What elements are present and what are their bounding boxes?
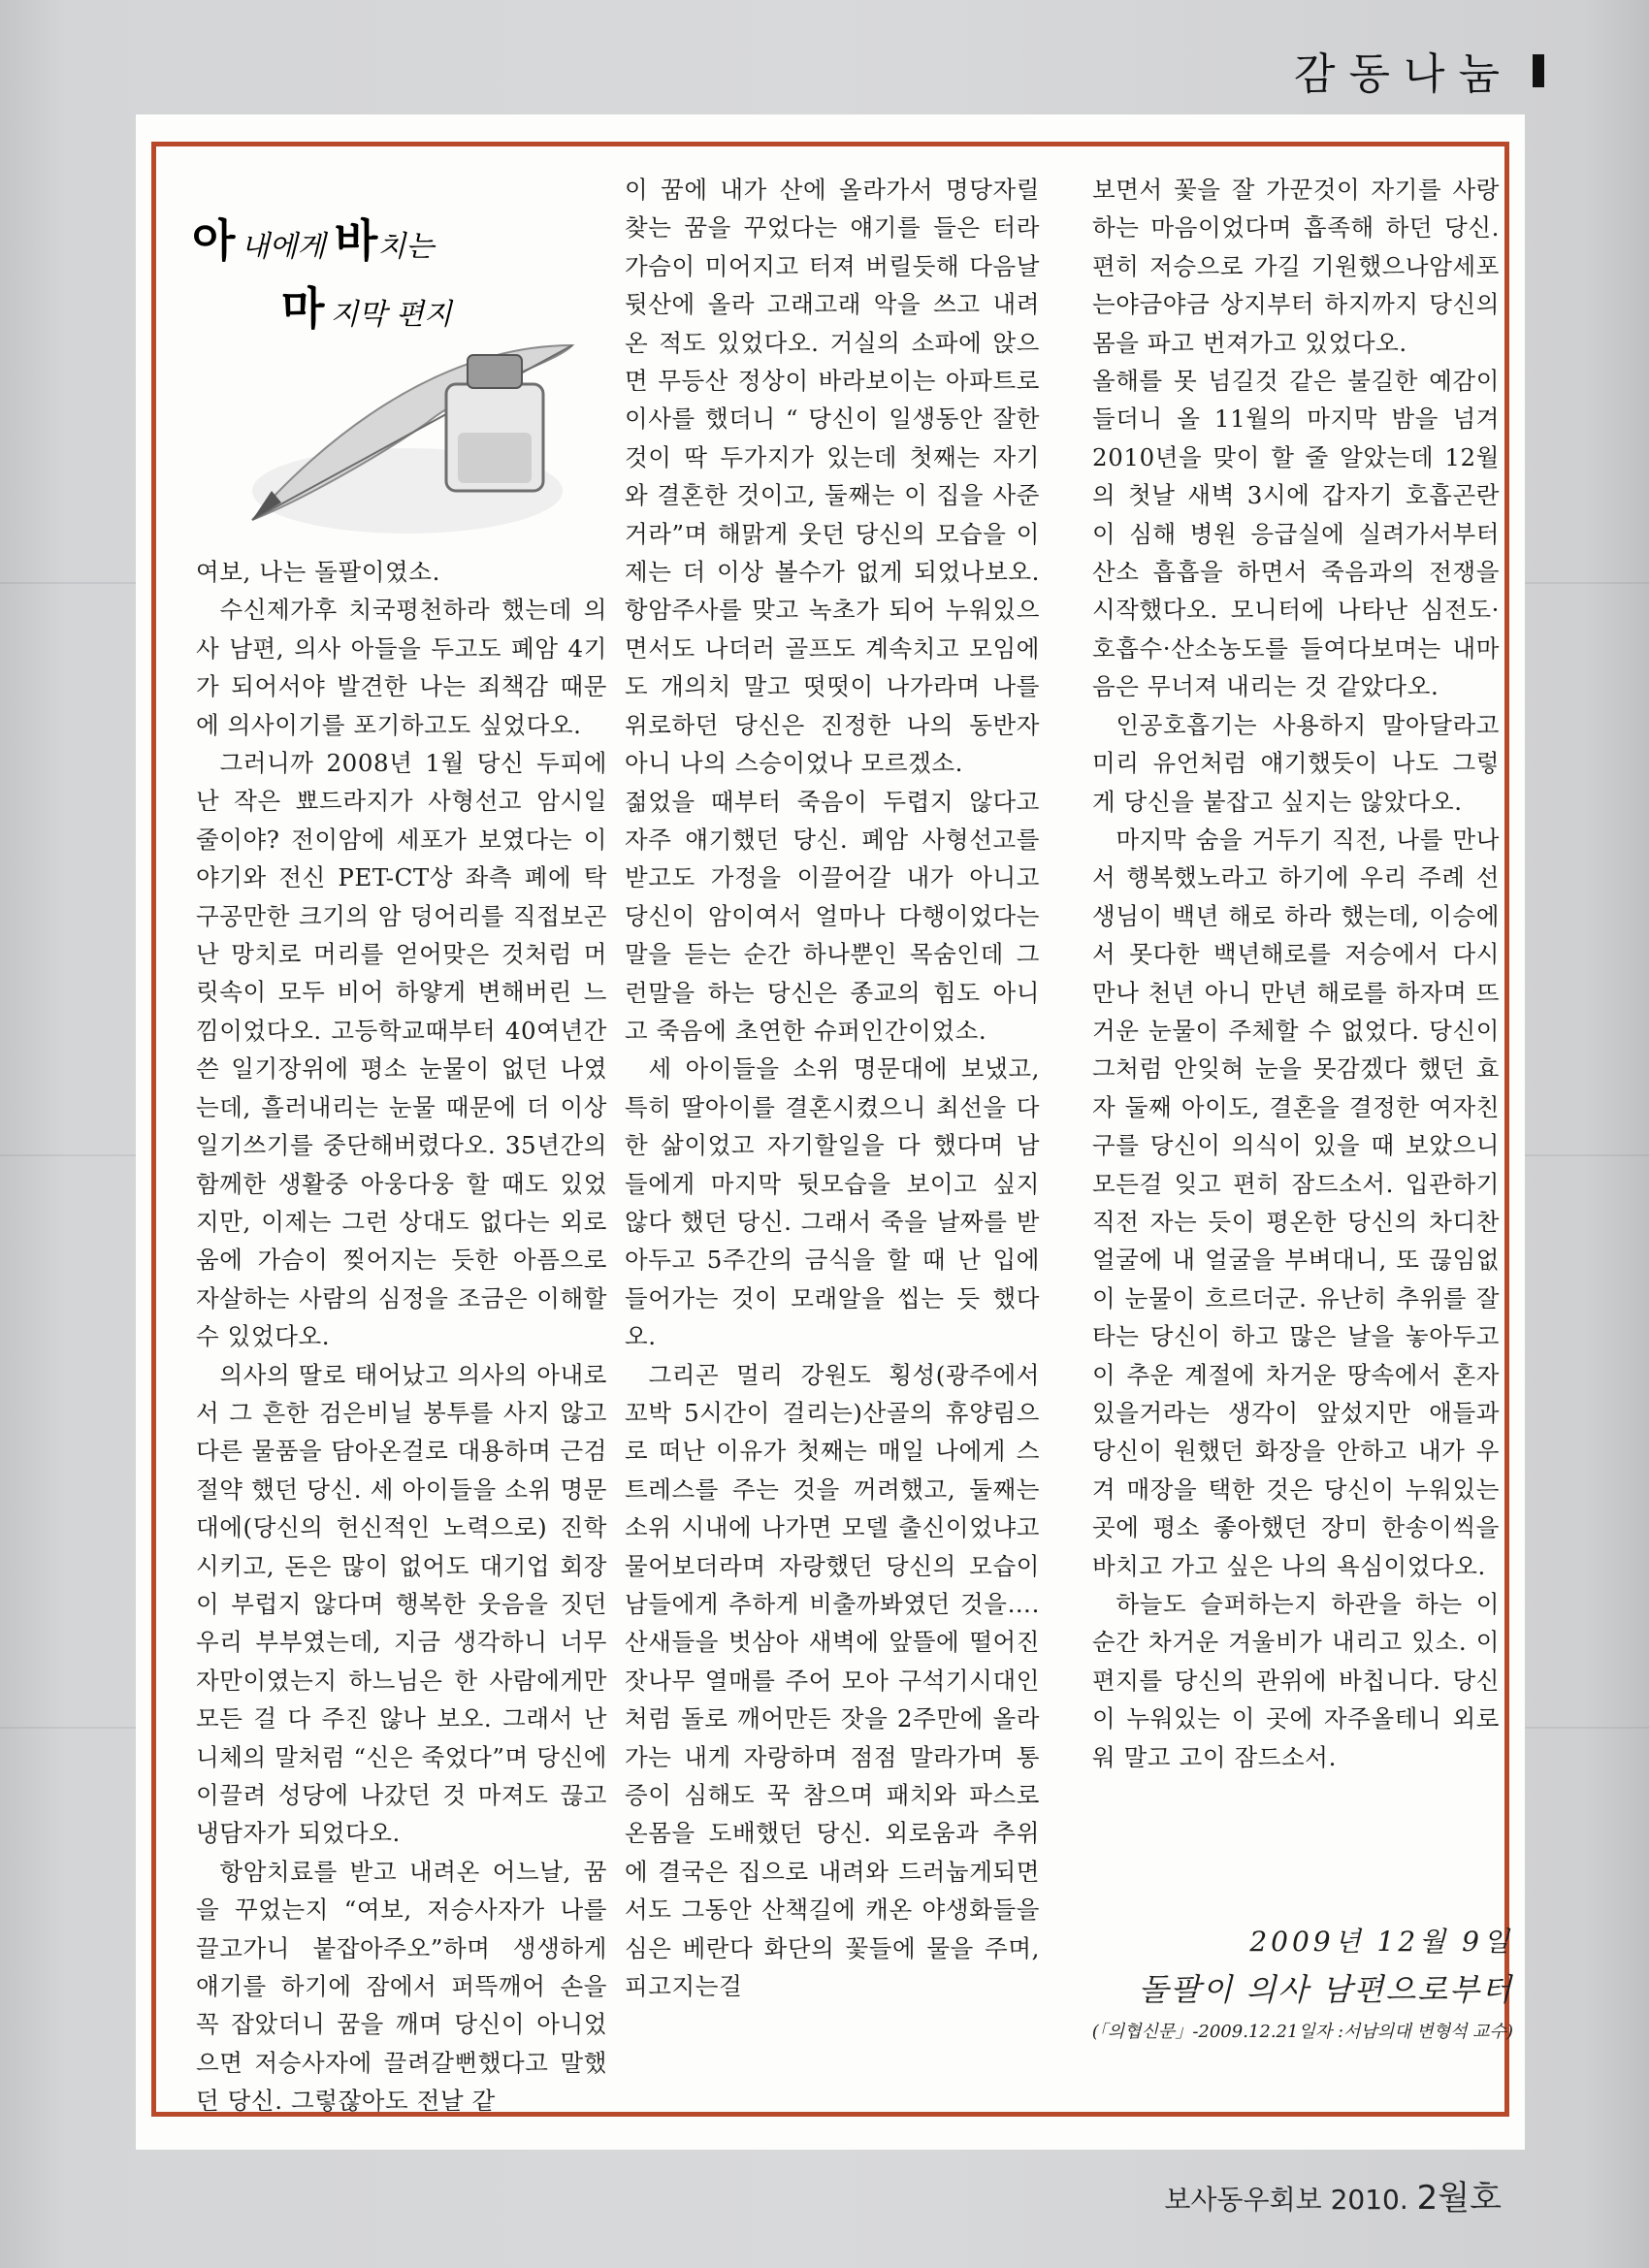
title-illustration xyxy=(184,200,592,549)
source-credit: (「의협신문」-2009.12.21일자 :서남의대 변형석 교수) xyxy=(1091,2022,1513,2042)
paragraph: 의사의 딸로 태어났고 의사의 아내로서 그 흔한 검은비닐 봉투를 사지 않고 다른 물품을 담아온걸로 대용하며 근검절약 했던 당신. 세 아이들을 소위 명문대에(당신의 헌신적인 노력으로) 진학시키고, 돈은 많이 없어도 대기업 회장이 부럽지 않다며 행복한 웃음을 짓던 우리 부부였는데, 지금 생각하니 너무 자만이였는지 하느님은 한 사람에게만 모든 걸 다 주진 않나 보오. 그래서 난 니체의 말처럼 “신은 죽었다”며 당신에 이끌려 성당에 나갔던 것 마져도 끊고 냉담자가 되었다오. xyxy=(196,1360,607,1848)
paragraph: 여보, 나는 돌팔이였소. xyxy=(196,558,440,586)
paragraph: 그리곤 멀리 강원도 횡성(광주에서 꼬박 5시간이 걸리는)산골의 휴양림으로 떠난 이유가 첫째는 매일 나에게 스트레스를 주는 것을 꺼려했고, 둘째는 소위 시내에 나가면 모델 출신이었냐고 물어보더라며 자랑했던 당신의 모습이 남들에게 추하게 비출까봐였던 것을…. 산새들을 벗삼아 새벽에 앞뜰에 떨어진 잣나무 열매를 주어 모아 구석기시대인처럼 돌로 깨어만든 잣을 2주만에 올라가는 내게 자랑하며 점점 말라가며 통증이 심해도 꾹 참으며 패치와 파스로 온몸을 도배했던 당신. 외로움과 추위에 결국은 집으로 내려와 드러눕게되면서도 그동안 산책길에 캐온 야생화들을 심은 베란다 화단의 꽃들에 물을 주며, 피고지는걸 xyxy=(625,1360,1040,2001)
issue-label: 2월호 xyxy=(1416,2179,1502,2218)
paragraph: 인공호흡기는 사용하지 말아달라고 미리 유언처럼 얘기했듯이 나도 그렇게 당신을 붙잡고 싶지는 않았다오. xyxy=(1092,710,1500,816)
article-column-3 xyxy=(1092,171,1500,1776)
paragraph: 항암치료를 받고 내려온 어느날, 꿈을 꾸었는지 “여보, 저승사자가 나를 끌고가니 붙잡아주오”하며 생생하게 얘기를 하기에 잠에서 퍼뜩깨어 손을 꼭 잡았더니 꿈을 깨며 당신이 아니었으면 저승사자에 끌려갈뻔했다고 말했던 당신. 그렇잖아도 전날 같 xyxy=(196,1857,607,2116)
paragraph: 세 아이들을 소위 명문대에 보냈고, 특히 딸아이를 결혼시켰으니 최선을 다한 삶이었고 자기할일을 다 했다며 남들에게 마지막 뒷모습을 보이고 싶지 않다 했던 당신. 그래서 죽을 날짜를 받아두고 5주간의 금식을 할 때 난 입에 들어가는 것이 모래알을 씹는 듯 했다오. xyxy=(625,1054,1040,1351)
paragraph: 젊었을 때부터 죽음이 두렵지 않다고 자주 얘기했던 당신. 폐암 사형선고를 받고도 가정을 이끌어갈 내가 아니고 당신이 암이여서 얼마나 다행이었다는 말을 듣는 순간 하나뿐인 목숨인데 그런말을 하는 당신은 종교의 힘도 아니고 죽음에 초연한 슈퍼인간이었소. xyxy=(625,787,1040,1045)
quill-ink-illustration xyxy=(184,200,592,549)
title-line-1: 아내에게 바치는 xyxy=(192,214,435,267)
paragraph: 보면서 꽃을 잘 가꾼것이 자기를 사랑하는 마음이었다며 흡족해 하던 당신. 편히 저승으로 가길 기원했으나암세포는야금야금 상지부터 하지까지 당신의 몸을 파고 번져가고 있었다오. xyxy=(1092,176,1500,357)
paragraph: 마지막 숨을 거두기 직전, 나를 만나서 행복했노라고 하기에 우리 주례 선생님이 백년 해로 하라 했는데, 이승에서 못다한 백년해로를 저승에서 다시 만나 천년 아니 만년 해로를 하자며 뜨거운 눈물이 주체할 수 없었다. 당신이 그처럼 안잊혀 눈을 못감겠다 했던 효자 둘째 아이도, 결혼을 결정한 여자친구를 당신이 의식이 있을 때 보았으니 모든걸 잊고 편히 잠드소서. 입관하기 직전 자는 듯이 평온한 당신의 차디찬 얼굴에 내 얼굴을 부벼대니, 또 끊임없이 눈물이 흐르더군. 유난히 추위를 잘 타는 당신이 하고 많은 날을 놓아두고 이 추운 계절에 차거운 땅속에서 혼자있을거라는 생각이 앞섰지만 애들과 당신이 원했던 화장을 안하고 내가 우겨 매장을 택한 것은 당신이 누워있는 곳에 평소 좋아했던 장미 한송이씩을 바치고 가고 싶은 나의 욕심이었다오. xyxy=(1092,825,1500,1580)
signature-sender: 돌팔이 의사 남편으로부터 xyxy=(1138,1971,1513,2008)
article-column-1 xyxy=(196,553,607,2121)
paragraph: 수신제가후 치국평천하라 했는데 의사 남편, 의사 아들을 두고도 폐암 4기가 되어서야 발견한 나는 죄책감 때문에 의사이기를 포기하고도 싶었다오. xyxy=(196,596,607,739)
paragraph: 하늘도 슬퍼하는지 하관을 하는 이 순간 차거운 겨울비가 내리고 있소. 이 편지를 당신의 관위에 바칩니다. 당신이 누워있는 이 곳에 자주올테니 외로워 말고 고이 잠드소서. xyxy=(1092,1590,1500,1771)
page-footer xyxy=(1164,2171,1502,2219)
publication-name: 보사동우회보 2010. xyxy=(1164,2184,1408,2216)
signature-date: 2009년 12월 9일 xyxy=(1249,1926,1513,1958)
article-column-2 xyxy=(625,171,1040,2006)
paragraph: 이 꿈에 내가 산에 올라가서 명당자릴 찾는 꿈을 꾸었다는 얘기를 들은 터라 가슴이 미어지고 터져 버릴듯해 다음날 뒷산에 올라 고래고래 악을 쓰고 내려온 적도 있었다오. 거실의 소파에 앉으면 무등산 정상이 바라보이는 아파트로 이사를 했더니 “ 당신이 일생동안 잘한 것이 딱 두가지가 있는데 첫째는 자기와 결혼한 것이고, 둘째는 이 집을 사준거라”며 해맑게 웃던 당신의 모습을 이제는 더 이상 볼수가 없게 되었나보오. 항암주사를 맞고 녹초가 되어 누워있으면서도 나더러 골프도 계속치고 모임에도 개의치 말고 떳떳이 나가라며 나를 위로하던 당신은 진정한 나의 동반자 아니 나의 스승이었나 모르겠소. xyxy=(625,176,1040,778)
paragraph: 올해를 못 넘길것 같은 불길한 예감이 들더니 올 11월의 마지막 밤을 넘겨 2010년을 맞이 할 줄 알았는데 12월의 첫날 새벽 3시에 갑자기 호흡곤란이 심해 병원 응급실에 실려가서부터 산소 흡흡을 하면서 죽음과의 전쟁을 시작했다오. 모니터에 나타난 심전도·호흡수·산소농도를 들여다보며는 내마음은 무너져 내리는 것 같았다오. xyxy=(1092,367,1500,701)
section-title: 감동나눔 xyxy=(1293,49,1513,99)
section-marker xyxy=(1533,54,1544,87)
paragraph: 그러니까 2008년 1월 당신 두피에 난 작은 뾰드라지가 사형선고 암시일 줄이야? 전이암에 세포가 보였다는 이야기와 전신 PET-CT상 좌측 폐에 탁구공만한 크기의 암 덩어리를 직접보곤 난 망치로 머리를 얻어맞은 것처럼 머릿속이 모두 비어 하얗게 변해버린 느낌이었다오. 고등학교때부터 40여년간 쓴 일기장위에 평소 눈물이 없던 나였는데, 흘러내리는 눈물 때문에 더 이상 일기쓰기를 중단해버렸다오. 35년간의 함께한 생활중 아웅다웅 할 때도 있었지만, 이제는 그런 상대도 없다는 외로움에 가슴이 찢어지는 듯한 아픔으로 자살하는 사람의 심정을 조금은 이해할 수 있었다오. xyxy=(196,749,607,1351)
title-line-2: 마지막 편지 xyxy=(281,282,452,335)
